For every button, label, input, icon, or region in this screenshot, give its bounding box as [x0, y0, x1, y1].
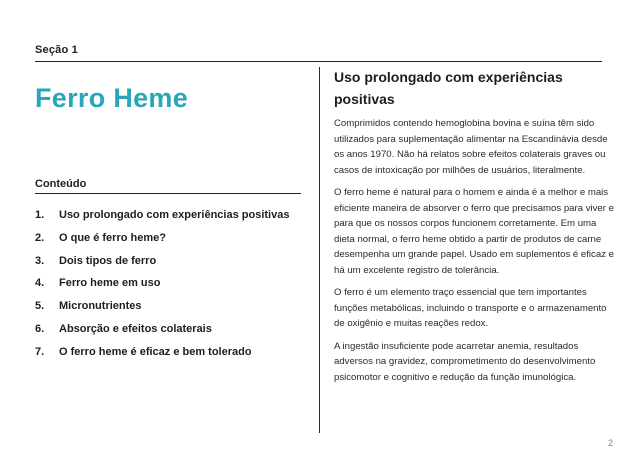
- contents-divider: [35, 193, 301, 194]
- section-divider: [35, 61, 602, 62]
- article-paragraph: A ingestão insuficiente pode acarretar anemia, resultados adversos na gravidez, comprometimento do desenvolvimento psicomotor e cognitivo e redução da função imunológica.: [334, 340, 596, 383]
- toc-item-text: Dois tipos de ferro: [59, 254, 157, 267]
- contents-label: Conteúdo: [35, 178, 87, 190]
- toc-item-text: O que é ferro heme?: [59, 231, 166, 244]
- article-paragraph: O ferro é um elemento traço essencial que tem importantes funções metabólicas, incluindo o transporte e o armazenamento de oxigênio e muitas reações redox.: [334, 287, 607, 329]
- table-of-contents: [35, 209, 289, 369]
- toc-item-2[interactable]: [35, 232, 289, 255]
- toc-item-7[interactable]: [35, 346, 289, 369]
- article-column: [334, 66, 614, 392]
- toc-item-number: 6.: [35, 322, 45, 335]
- article-paragraph: Comprimidos contendo hemoglobina bovina e suína têm sido utilizados para suplementação alimentar na Escandinávia desde os anos 1970. Não há relatos sobre efeitos colaterais graves ou casos de intoxicação por milhões de usuários, literalmente.: [334, 118, 608, 176]
- toc-item-1[interactable]: [35, 209, 289, 232]
- toc-item-number: 1.: [35, 209, 45, 221]
- toc-item-number: 4.: [35, 277, 45, 290]
- toc-item-number: 5.: [35, 300, 45, 313]
- toc-item-4[interactable]: [35, 277, 289, 300]
- toc-item-number: 3.: [35, 254, 45, 267]
- toc-item-number: 7.: [35, 345, 45, 358]
- toc-item-number: 2.: [35, 231, 45, 244]
- toc-item-5[interactable]: [35, 300, 289, 323]
- column-divider: [319, 67, 320, 433]
- toc-item-6[interactable]: [35, 323, 289, 346]
- page-title: Ferro Heme: [35, 83, 189, 113]
- toc-item-text: O ferro heme é eficaz e bem tolerado: [59, 345, 252, 358]
- page-number: 2: [607, 438, 613, 448]
- toc-item-text: Ferro heme em uso: [59, 277, 161, 290]
- toc-item-text: Uso prolongado com experiências positivas: [59, 209, 290, 221]
- article-heading: Uso prolongado com experiências positivas: [334, 69, 563, 107]
- toc-item-text: Micronutrientes: [59, 300, 142, 313]
- toc-item-3[interactable]: [35, 255, 289, 278]
- article-paragraph: O ferro heme é natural para o homem e ainda é a melhor e mais eficiente maneira de absorver o ferro que precisamos para viver e para que os nossos corpos funcionem corretamente. Em uma dieta normal, o ferro heme obtido a partir de produtos de carne desempenha um grande papel. Usado em suplementos é eficaz e há um excelente registro de tolerância.: [334, 187, 614, 276]
- section-label: Seção 1: [35, 44, 78, 56]
- toc-item-text: Absorção e efeitos colaterais: [59, 322, 212, 335]
